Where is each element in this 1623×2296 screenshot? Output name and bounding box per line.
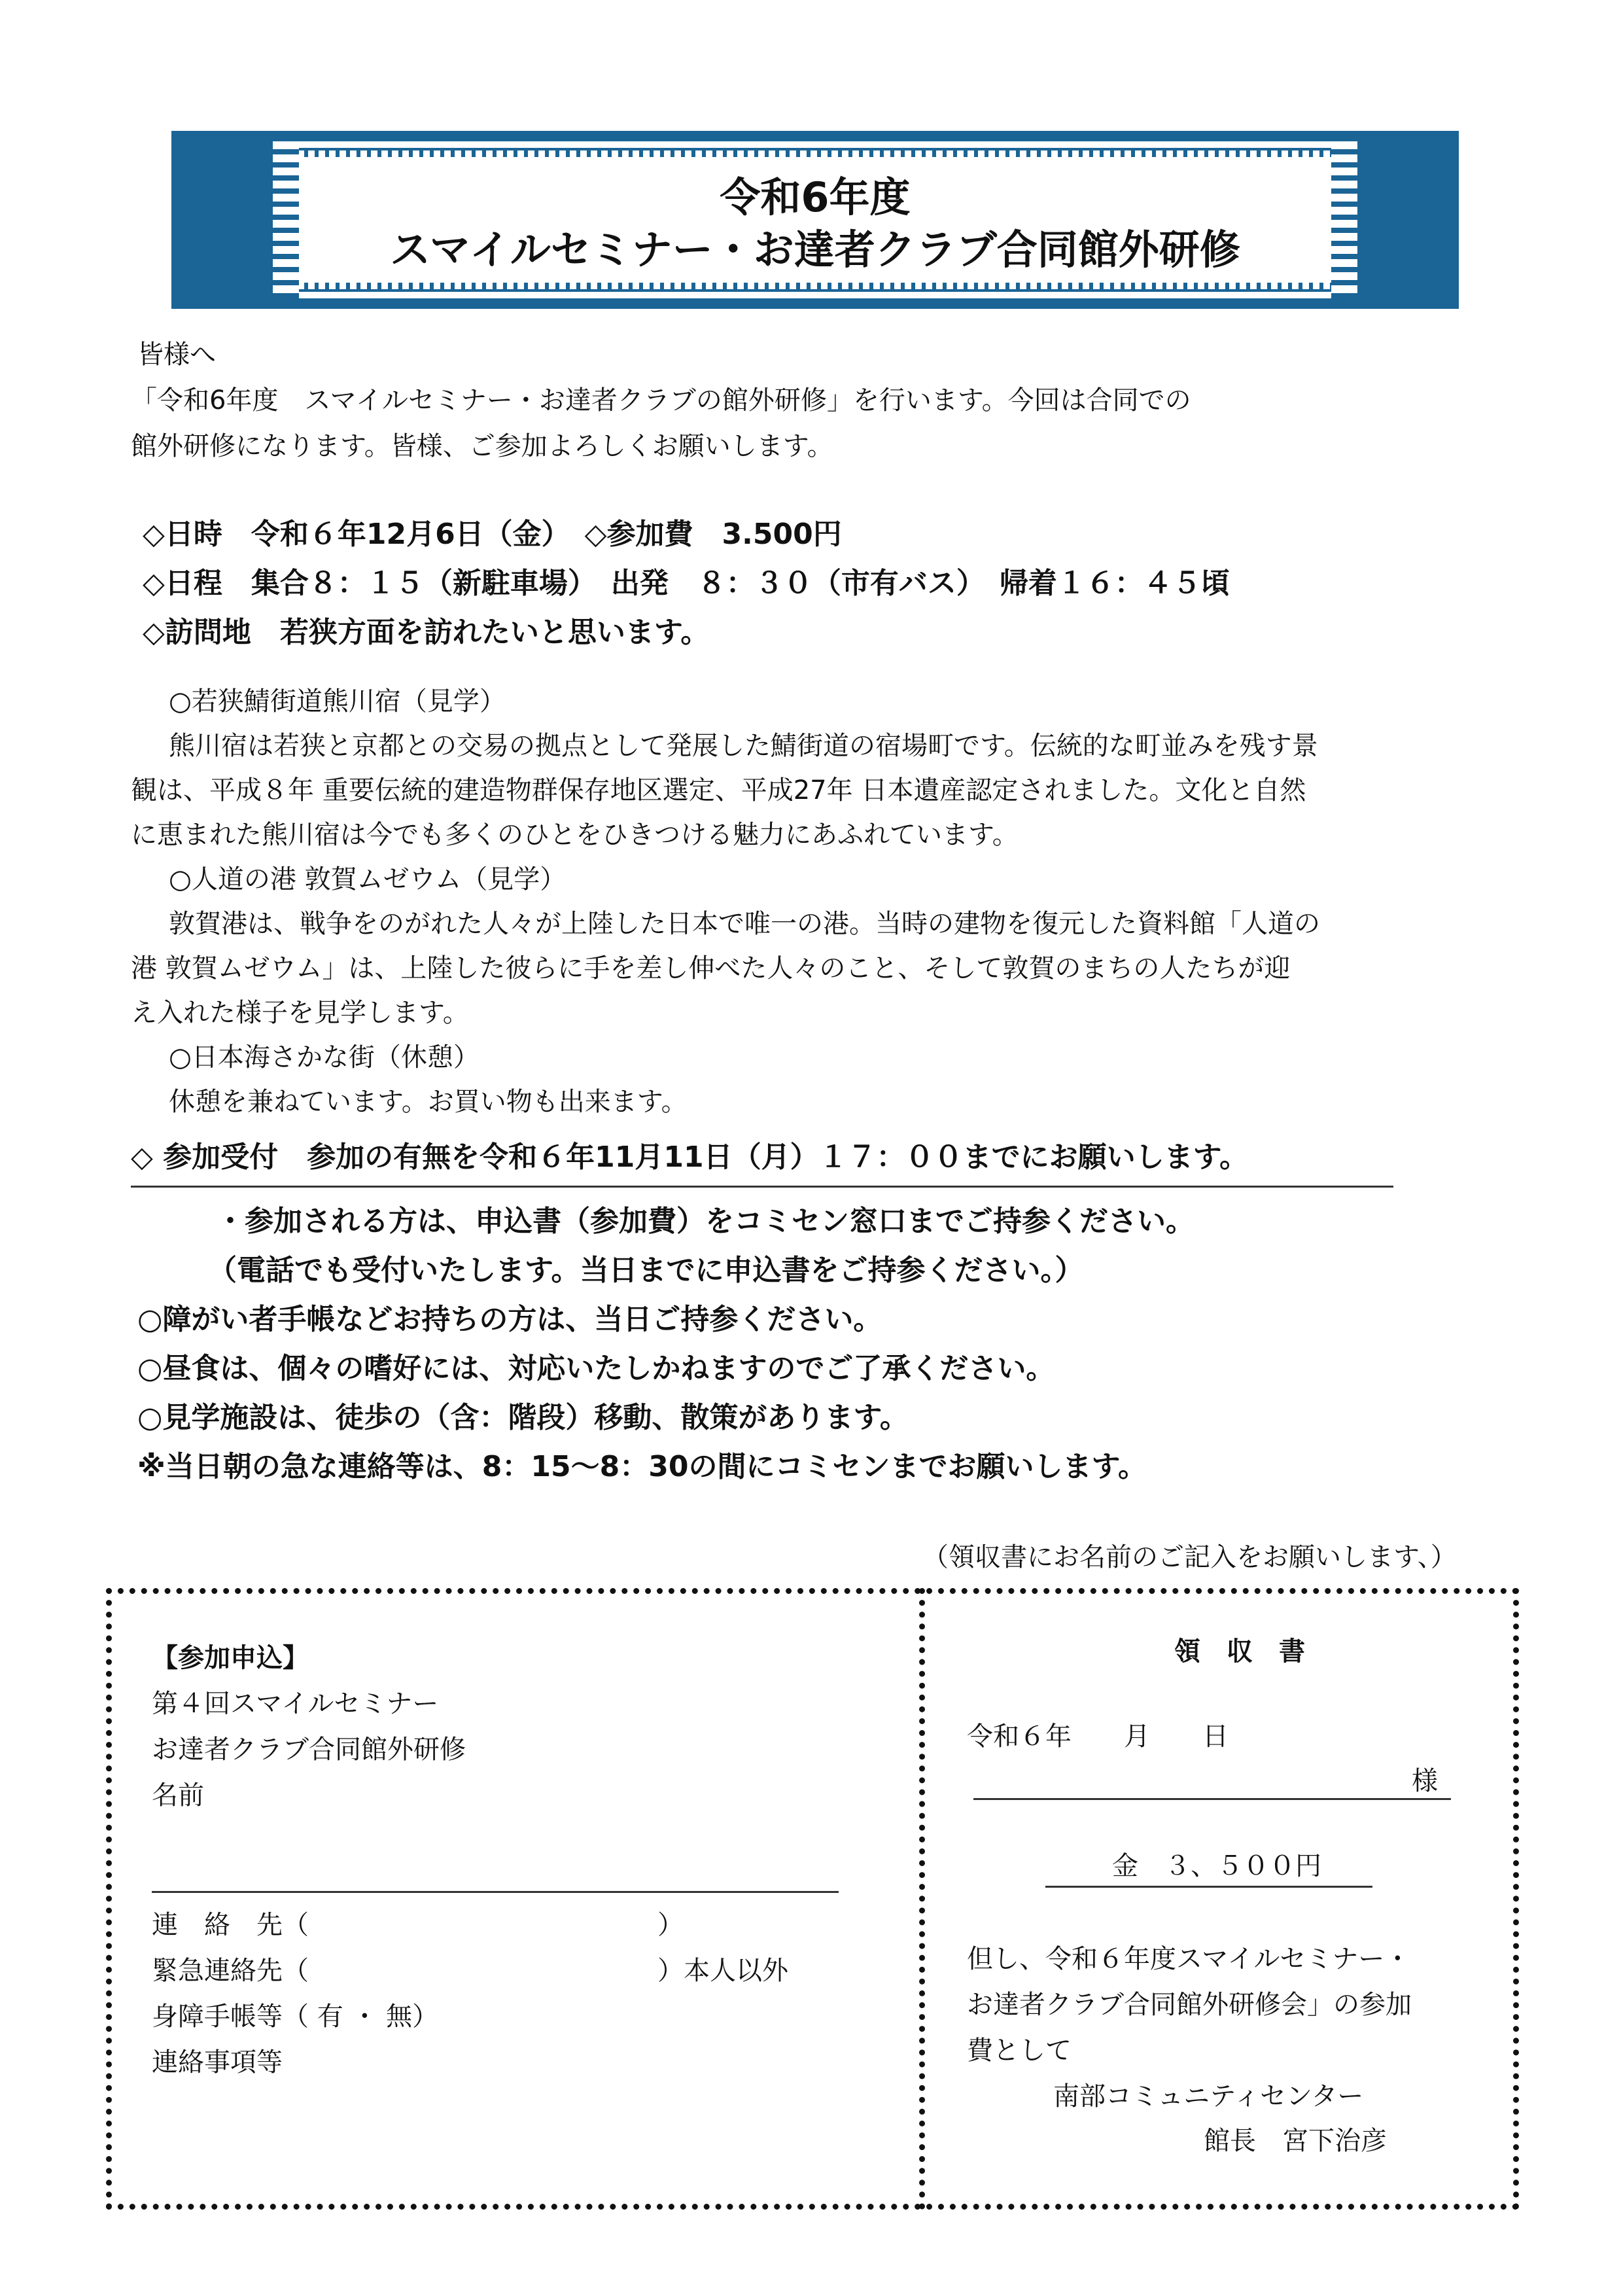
site-2-name: ○人道の港 敦賀ムゼウム（見学） bbox=[169, 864, 567, 894]
site-3-line-1: 休憩を兼ねています。お買い物も出来ます。 bbox=[169, 1087, 688, 1117]
registration-note-2: （電話でも受付いたします。当日までに申込書をご持参ください。） bbox=[208, 1254, 1084, 1287]
contact-label: 連 絡 先（ bbox=[152, 1910, 309, 1940]
receipt-desc-3: 費として bbox=[967, 2036, 1072, 2066]
emergency-label: 緊急連絡先（ bbox=[152, 1956, 309, 1986]
application-line-1: 第４回スマイルセミナー bbox=[152, 1689, 439, 1719]
receipt-title: 領 収 書 bbox=[1174, 1636, 1305, 1667]
receipt-director: 館長 宮下治彦 bbox=[1204, 2126, 1387, 2156]
site-3-name: ○日本海さかな街（休憩） bbox=[169, 1042, 480, 1072]
site-1-name: ○若狭鯖街道熊川宿（見学） bbox=[169, 686, 506, 716]
event-destination: ◇訪問地 若狭方面を訪れたいと思います。 bbox=[143, 616, 710, 649]
registration-note-6: ※当日朝の急な連絡等は、8：15～8：30の間にコミセンまでお願いします。 bbox=[137, 1450, 1147, 1483]
registration-underline bbox=[131, 1186, 1393, 1188]
name-label: 名前 bbox=[152, 1780, 204, 1810]
event-datetime-fee: ◇日時 令和６年12月6日（金） ◇参加費 3.500円 bbox=[143, 518, 842, 551]
contact-close: ） bbox=[657, 1910, 684, 1940]
site-2-line-3: え入れた様子を見学します。 bbox=[131, 998, 469, 1028]
registration-note-3: ○障がい者手帳などお持ちの方は、当日ご持参ください。 bbox=[137, 1303, 882, 1336]
application-heading: 【参加申込】 bbox=[152, 1643, 309, 1673]
remarks-label: 連絡事項等 bbox=[152, 2047, 283, 2077]
registration-heading: ◇ 参加受付 参加の有無を令和６年11月11日（月）１７：００までにお願いします。 bbox=[131, 1140, 1249, 1174]
application-line-2: お達者クラブ合同館外研修 bbox=[152, 1735, 466, 1765]
form-divider bbox=[919, 1588, 925, 2210]
title-line-2: スマイルセミナー・お達者クラブ合同館外研修 bbox=[390, 226, 1240, 274]
receipt-sama: 様 bbox=[1412, 1766, 1438, 1796]
receipt-org: 南部コミュニティセンター bbox=[1053, 2081, 1364, 2111]
receipt-desc-1: 但し、令和６年度スマイルセミナー・ bbox=[967, 1944, 1411, 1974]
receipt-amount: 金 ３、５００円 bbox=[1112, 1851, 1321, 1881]
title-line-1: 令和6年度 bbox=[720, 173, 911, 221]
event-schedule: ◇日程 集合８：１５（新駐車場） 出発 ８：３０（市有バス） 帰着１６：４５頃 bbox=[143, 567, 1230, 600]
receipt-name-line[interactable] bbox=[973, 1798, 1451, 1800]
receipt-name-note: （領収書にお名前のご記入をお願いします、） bbox=[922, 1542, 1457, 1572]
site-1-line-3: に恵まれた熊川宿は今でも多くのひとをひきつける魅力にあふれています。 bbox=[131, 820, 1019, 850]
intro-line-1: 「令和6年度 スマイルセミナー・お達者クラブの館外研修」を行います。今回は合同での bbox=[131, 385, 1191, 415]
greeting: 皆様へ bbox=[137, 340, 216, 370]
site-1-line-1: 熊川宿は若狭と京都との交易の拠点として発展した鯖街道の宿場町です。伝統的な町並みを残す景 bbox=[169, 731, 1318, 761]
site-2-line-2: 港 敦賀ムゼウム」は、上陸した彼らに手を差し伸べた人々のこと、そして敦賀のまちの人たちが迎 bbox=[131, 953, 1291, 983]
title-banner bbox=[171, 131, 1459, 309]
intro-line-2: 館外研修になります。皆様、ご参加よろしくお願いします。 bbox=[131, 431, 833, 461]
receipt-desc-2: お達者クラブ合同館外研修会」の参加 bbox=[967, 1990, 1412, 2020]
registration-note-5: ○見学施設は、徒歩の（含：階段）移動、散策があります。 bbox=[137, 1401, 909, 1434]
registration-note-4: ○昼食は、個々の嗜好には、対応いたしかねますのでご了承ください。 bbox=[137, 1352, 1055, 1385]
handbook-label: 身障手帳等（ 有 ・ 無） bbox=[152, 2002, 439, 2032]
site-1-line-2: 観は、平成８年 重要伝統的建造物群保存地区選定、平成27年 日本遺産認定されました。文化と自然 bbox=[131, 775, 1306, 805]
receipt-amount-line bbox=[1045, 1886, 1372, 1888]
site-2-line-1: 敦賀港は、戦争をのがれた人々が上陸した日本で唯一の港。当時の建物を復元した資料館「人道の bbox=[169, 909, 1320, 939]
registration-note-1: ・参加される方は、申込書（参加費）をコミセン窓口までご持参ください。 bbox=[216, 1205, 1195, 1238]
cutout-form bbox=[106, 1588, 1519, 2210]
emergency-close: ）本人以外 bbox=[657, 1956, 788, 1986]
receipt-date: 令和６年 月 日 bbox=[967, 1722, 1229, 1752]
name-input-line[interactable] bbox=[152, 1891, 839, 1893]
